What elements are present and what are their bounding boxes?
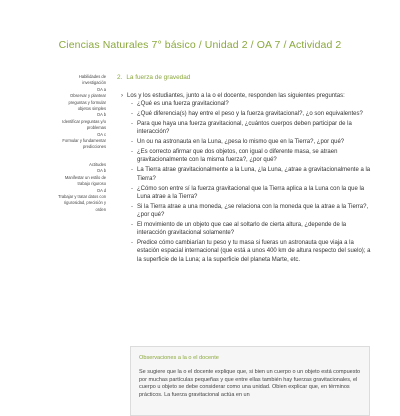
sidebar-line: predicciones — [83, 144, 106, 150]
intro-paragraph: › Los y los estudiantes, junto a la o el docente, responden las siguientes preguntas: — [127, 92, 375, 100]
teacher-notes-title: Observaciones a la o el docente — [139, 355, 219, 361]
question-item: - Un ou na astronauta en la Luna, ¿pesa lo mismo que en la Tierra?, ¿por qué? — [137, 138, 375, 146]
sidebar-line: OA b — [96, 168, 106, 174]
question-list — [117, 100, 375, 264]
sidebar-group-attitudes — [20, 162, 106, 213]
sidebar-line: Actitudes — [89, 161, 106, 167]
question-item: - ¿Cómo son entre sí la fuerza gravitacional que la Tierra aplica a la Luna con la que la Luna atrae a la Tierra? — [137, 185, 375, 202]
sidebar-line: Formular y fundamentar — [62, 138, 106, 144]
teacher-notes-box — [130, 346, 370, 416]
sidebar-line: investigación — [82, 80, 106, 86]
sidebar-line: rigurosidad, precisión y — [63, 200, 106, 206]
page-title: Ciencias Naturales 7° básico / Unidad 2 / OA 7 / Actividad 2 — [58, 39, 342, 51]
sidebar-line: problemas — [86, 125, 106, 131]
question-item: - ¿Qué es una fuerza gravitacional? — [137, 100, 375, 108]
sidebar-line: Trabajar y tratar datos con — [58, 193, 106, 199]
question-item: - La Tierra atrae gravitacionalmente a la Luna, ¿la Luna, ¿atrae a gravitacionalmente a la Tierra? — [137, 166, 375, 183]
sidebar-line: preguntas y formular — [68, 99, 106, 105]
section-heading — [117, 74, 375, 81]
sidebar-line: Manifestar un estilo de — [64, 174, 106, 180]
question-item: - ¿Qué diferencia(s) hay entre el peso y la fuerza gravitacional?, ¿o son equivalentes? — [137, 110, 375, 118]
question-item: - Predice cómo cambiarían tu peso y tu masa si fueras un astronauta que viaja a la estación espacial internacional (que está a unos 400 km de altura respecto del suelo); a la superficie de la Luna; a la superficie del planeta Marte, etc. — [137, 239, 375, 264]
sidebar-group-skills — [20, 74, 106, 151]
section-number: 2. — [117, 74, 123, 81]
sidebar-line: objetos simples — [77, 106, 106, 112]
sidebar-line: Identificar preguntas y/o — [62, 118, 106, 124]
teacher-notes-text: Se sugiere que la o el docente explique que, si bien un cuerpo o un objeto está compuesto por muchas partículas pequeñas y que entre ellas también hay fuerzas gravitacionales, el cuerpo u objeto se debe considerar como una unidad. Obien explicar que, en términos prácticos. La fuerza gravitacional actúa en un — [139, 369, 361, 398]
sidebar-line: OA d — [96, 187, 106, 193]
sidebar-line: orden — [95, 206, 106, 212]
question-item: - El movimiento de un objeto que cae al soltarlo de cierta altura, ¿depende de la interacción gravitacional solamente? — [137, 221, 375, 238]
section-title: La fuerza de gravedad — [126, 74, 191, 81]
sidebar-objectives — [20, 74, 106, 224]
sidebar-line: Observar y plantear — [70, 93, 106, 99]
question-item: - ¿Es correcto afirmar que dos objetos, con igual o diferente masa, se atraen gravitacionalmente con la misma fuerza?, ¿por qué? — [137, 148, 375, 165]
question-item: - Si la Tierra atrae a una moneda, ¿se relaciona con la moneda que la atrae a la Tierra?, ¿por qué? — [137, 203, 375, 220]
sidebar-line: trabajo riguroso — [77, 181, 106, 187]
activity-content — [117, 74, 375, 266]
sidebar-line: OA b — [96, 112, 106, 118]
sidebar-line: Habilidades de — [78, 74, 106, 79]
question-item: - Para que haya una fuerza gravitacional, ¿cuántos cuerpos deben participar de la interacción? — [137, 120, 375, 137]
sidebar-line: OA c — [97, 131, 106, 137]
sidebar-line: OA a — [96, 86, 106, 92]
